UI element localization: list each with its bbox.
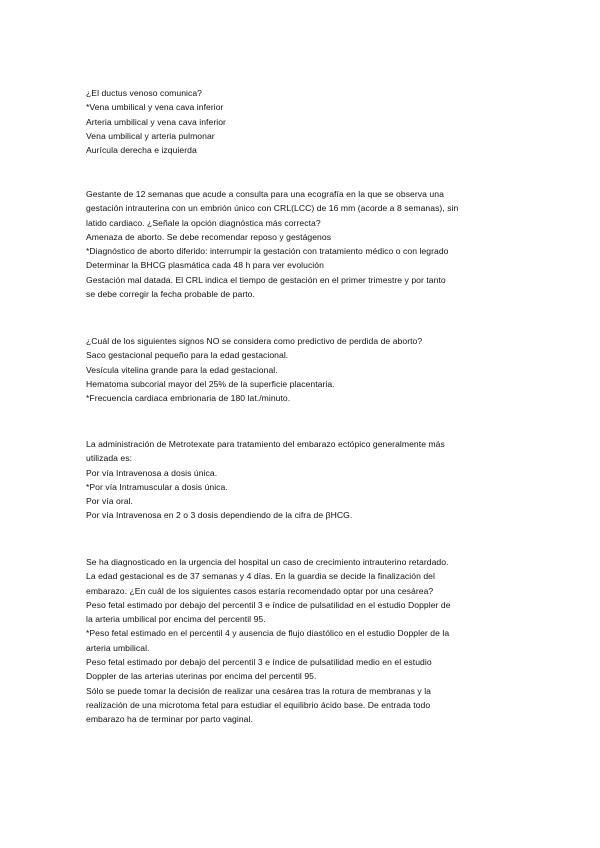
question-4 [86, 437, 526, 523]
answer-option: Por vía oral. [86, 496, 133, 507]
question-stem: embarazo. ¿En cuál de los siguientes casos estaría recomendado optar por una cesárea? [86, 585, 434, 596]
question-stem: ¿El ductus venoso comunica? [86, 88, 202, 98]
answer-option: Sólo se puede tomar la decisión de realizar una cesárea tras la rotura de membranas y la [86, 685, 431, 696]
answer-option: Hematoma subcorial mayor del 25% de la superficie placentaria. [86, 378, 335, 389]
answer-option: se debe corregir la fecha probable de parto. [86, 289, 255, 300]
answer-option-correct: *Vena umbilical y vena cava inferior [86, 102, 224, 113]
question-stem: latido cardiaco. ¿Señale la opción diagnóstica más correcta? [86, 217, 321, 228]
answer-option-correct: arteria umbilical. [86, 642, 150, 653]
question-stem: utilizada es: [86, 453, 133, 464]
question-stem: Gestante de 12 semanas que acude a consulta para una ecografía en la que se observa una [86, 189, 444, 199]
question-stem: ¿Cuál de los siguientes signos NO se considera como predictivo de perdida de aborto? [86, 336, 423, 346]
answer-option: Vena umbilical y arteria pulmonar [86, 130, 215, 141]
answer-option: Aurícula derecha e izquierda [86, 145, 197, 156]
answer-option: embarazo ha de terminar por parto vaginal. [86, 714, 253, 725]
answer-option: Por vía Intravenosa en 2 o 3 dosis dependiendo de la cifra de βHCG. [86, 510, 353, 521]
question-3 [86, 334, 526, 405]
answer-option: Peso fetal estimado por debajo del percentil 3 e índice de pulsatilidad en el estudio Doppler de [86, 599, 451, 610]
answer-option: Gestación mal datada. El CRL indica el tiempo de gestación en el primer trimestre y por tanto [86, 274, 446, 285]
question-stem: La edad gestacional es de 37 semanas y 4 días. En la guardia se decide la finalización del [86, 571, 435, 582]
question-5 [86, 555, 526, 727]
answer-option: Peso fetal estimado por debajo del percentil 3 e índice de pulsatilidad medio en el estudio [86, 657, 432, 668]
question-2 [86, 187, 526, 301]
answer-option: Determinar la BHCG plasmática cada 48 h para ver evolución [86, 260, 324, 271]
question-stem: gestación intrauterina con un embrión único con CRL(LCC) de 16 mm (acorde a 8 semanas), sin [86, 203, 459, 214]
answer-option-correct: *Frecuencia cardiaca embrionaria de 180 lat./minuto. [86, 393, 291, 404]
answer-option-correct: *Por vía Intramuscular a dosis única. [86, 481, 228, 492]
answer-option: Amenaza de aborto. Se debe recomendar reposo y gestágenos [86, 231, 332, 242]
answer-option: Doppler de las arterias uterinas por encima del percentil 95. [86, 671, 317, 682]
answer-option: Saco gestacional pequeño para la edad gestacional. [86, 350, 289, 361]
answer-option-correct: *Peso fetal estimado en el percentil 4 y ausencia de flujo diastólico en el estudio Doppler de la [86, 628, 450, 639]
answer-option: Por vía Intravenosa a dosis única. [86, 467, 218, 478]
answer-option: Vesícula vitelina grande para la edad gestacional. [86, 364, 278, 375]
question-stem: Se ha diagnosticado en la urgencia del hospital un caso de crecimiento intrauterino retardado. [86, 557, 449, 567]
answer-option: la arteria umbilical por encima del percentil 95. [86, 614, 266, 625]
answer-option: Arteria umbilical y vena cava inferior [86, 116, 226, 127]
question-1 [86, 86, 526, 157]
question-stem: La administración de Metrotexate para tratamiento del embarazo ectópico generalmente más [86, 439, 445, 449]
answer-option: realización de una microtoma fetal para estudiar el equilibrio ácido base. De entrada todo [86, 699, 431, 710]
answer-option-correct: *Diagnóstico de aborto diferido: interrumpir la gestación con tratamiento médico o con legrado [86, 246, 449, 257]
